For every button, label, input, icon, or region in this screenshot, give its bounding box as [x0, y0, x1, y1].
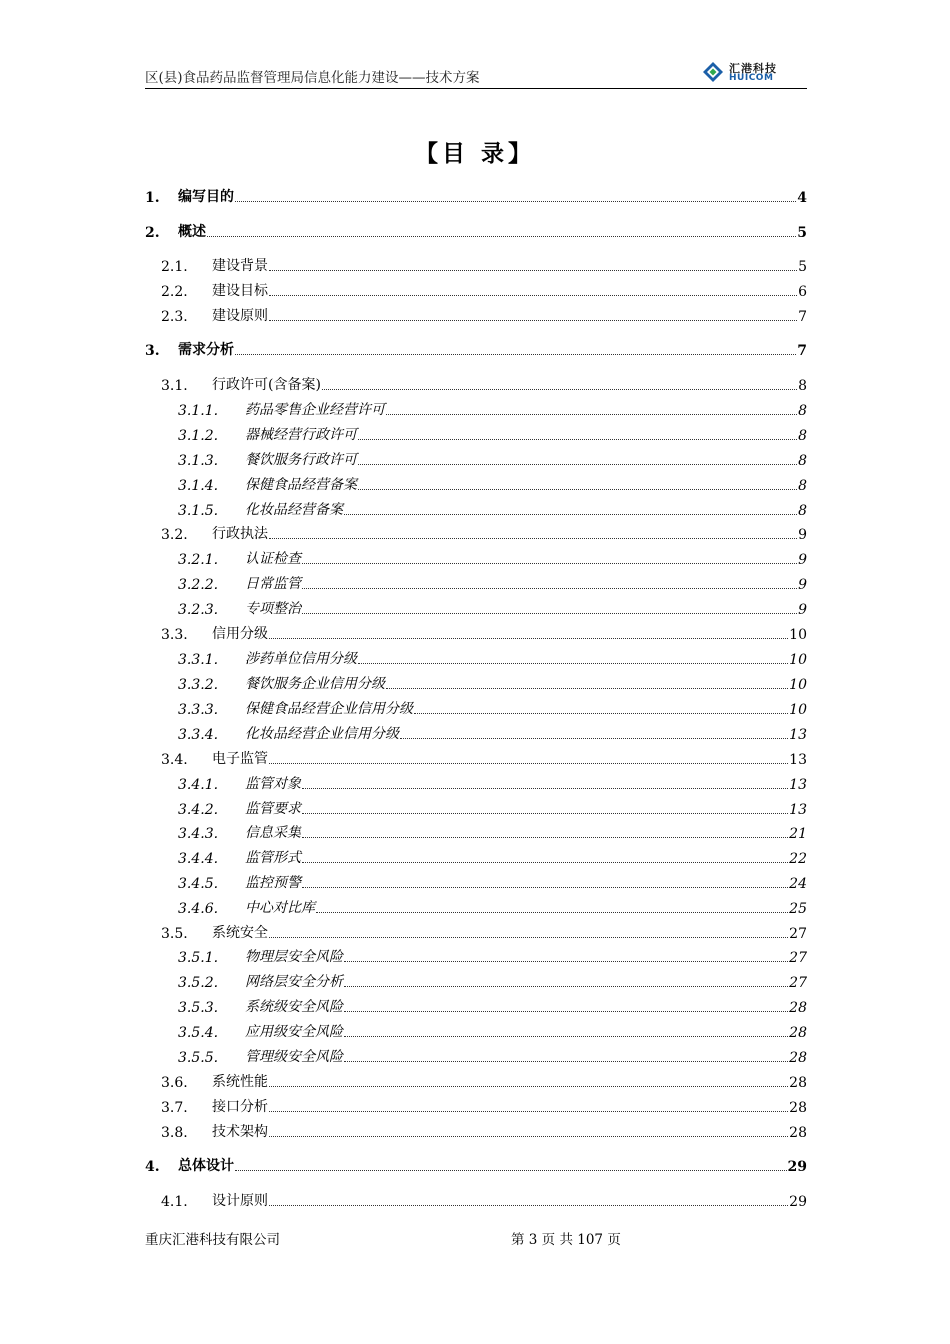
toc-leader-dots	[344, 960, 788, 962]
toc-entry[interactable]	[0, 1153, 807, 1175]
toc-leader-dots	[302, 836, 788, 838]
toc-leader-dots	[269, 936, 788, 938]
toc-entry-page: 25	[789, 901, 807, 917]
toc-entry-label: 器械经营行政许可	[245, 427, 357, 443]
toc-entry-number: 3.3.4.	[178, 727, 219, 743]
toc-entry-number: 3.6.	[161, 1075, 188, 1091]
toc-entry-number: 3.4.1.	[178, 777, 219, 793]
toc-entry-page: 8	[798, 403, 807, 419]
toc-leader-dots	[207, 235, 796, 237]
toc-entry[interactable]	[0, 1119, 807, 1141]
toc-entry-number: 2.	[145, 225, 160, 241]
toc-entry-number: 3.7.	[161, 1100, 188, 1116]
toc-entry-page: 24	[789, 876, 807, 892]
toc-entry-number: 3.3.	[161, 627, 188, 643]
toc-leader-dots	[269, 1085, 788, 1087]
toc-entry-label: 总体设计	[178, 1158, 234, 1174]
toc-entry-label: 日常监管	[245, 576, 301, 592]
toc-entry-page: 27	[789, 975, 807, 991]
toc-entry-label: 建设目标	[212, 283, 268, 299]
toc-entry-page: 28	[789, 1000, 807, 1016]
toc-entry-page: 8	[798, 378, 807, 394]
toc-entry-label: 监管对象	[245, 776, 301, 792]
toc-leader-dots	[358, 463, 797, 465]
toc-entry-page: 8	[798, 428, 807, 444]
toc-entry-label: 电子监管	[212, 751, 268, 767]
toc-leader-dots	[235, 200, 796, 202]
toc-entry-page: 27	[789, 926, 807, 942]
toc-entry-number: 2.2.	[161, 284, 188, 300]
toc-entry[interactable]	[0, 870, 807, 892]
toc-entry[interactable]	[0, 571, 807, 593]
toc-entry-page: 13	[789, 727, 807, 743]
toc-entry-label: 系统性能	[212, 1074, 268, 1090]
toc-entry-label: 保健食品经营企业信用分级	[245, 701, 413, 717]
toc-leader-dots	[358, 488, 797, 490]
toc-entry[interactable]	[0, 422, 807, 444]
toc-entry-label: 建设原则	[212, 308, 268, 324]
toc-entry-number: 3.1.5.	[178, 503, 219, 519]
toc-entry-label: 行政执法	[212, 526, 268, 542]
toc-entry-number: 3.1.	[161, 378, 188, 394]
logo-text-en: HUICOM	[729, 73, 774, 83]
toc-entry-label: 信用分级	[212, 626, 268, 642]
toc-entry-page: 10	[789, 627, 807, 643]
toc-entry-label: 保健食品经营备案	[245, 477, 357, 493]
toc-entry-label: 专项整治	[245, 601, 301, 617]
toc-entry-label: 系统级安全风险	[245, 999, 343, 1015]
toc-entry-number: 3.4.	[161, 752, 188, 768]
toc-entry-number: 3.8.	[161, 1125, 188, 1141]
toc-entry-page: 10	[789, 677, 807, 693]
toc-entry-page: 10	[789, 702, 807, 718]
toc-entry[interactable]	[0, 969, 807, 991]
toc-entry[interactable]	[0, 1188, 807, 1210]
toc-entry-number: 2.1.	[161, 259, 188, 275]
toc-entry-number: 3.4.5.	[178, 876, 219, 892]
toc-entry-label: 行政许可(含备案)	[212, 377, 321, 393]
toc-entry-number: 3.2.1.	[178, 552, 219, 568]
toc-leader-dots	[269, 319, 797, 321]
toc-entry[interactable]	[0, 796, 807, 818]
toc-entry-label: 信息采集	[245, 825, 301, 841]
toc-entry-page: 28	[789, 1050, 807, 1066]
toc-entry-page: 8	[798, 503, 807, 519]
toc-entry-page: 28	[789, 1025, 807, 1041]
toc-entry[interactable]	[0, 646, 807, 668]
toc-entry-number: 3.	[145, 343, 160, 359]
toc-entry-number: 3.2.2.	[178, 577, 219, 593]
toc-entry[interactable]	[0, 447, 807, 469]
toc-entry-page: 13	[789, 752, 807, 768]
toc-entry-label: 认证检查	[245, 551, 301, 567]
toc-entry-label: 涉药单位信用分级	[245, 651, 357, 667]
toc-entry-number: 3.5.2.	[178, 975, 219, 991]
toc-leader-dots	[269, 637, 788, 639]
toc-entry-page: 9	[798, 527, 807, 543]
toc-entry[interactable]	[0, 596, 807, 618]
toc-entry-page: 13	[789, 777, 807, 793]
toc-entry[interactable]	[0, 1044, 807, 1066]
document-title: 区(县)食品药品监督管理局信息化能力建设——技术方案	[145, 70, 480, 86]
toc-entry-page: 7	[798, 309, 807, 325]
toc-entry-label: 药品零售企业经营许可	[245, 402, 385, 418]
toc-entry[interactable]	[0, 746, 807, 768]
toc-entry-number: 4.1.	[161, 1194, 188, 1210]
toc-entry[interactable]	[0, 219, 807, 241]
toc-entry-page: 8	[798, 453, 807, 469]
toc-entry-label: 化妆品经营备案	[245, 502, 343, 518]
toc-leader-dots	[302, 587, 797, 589]
toc-entry[interactable]	[0, 1094, 807, 1116]
toc-entry[interactable]	[0, 397, 807, 419]
toc-entry[interactable]	[0, 253, 807, 275]
toc-entry[interactable]	[0, 696, 807, 718]
toc-leader-dots	[269, 1135, 788, 1137]
toc-entry-page: 28	[789, 1075, 807, 1091]
toc-entry-page: 29	[789, 1194, 807, 1210]
toc-entry[interactable]	[0, 1019, 807, 1041]
toc-entry-label: 接口分析	[212, 1099, 268, 1115]
logo-text-cn: 汇港科技	[729, 62, 777, 75]
toc-entry-number: 3.2.	[161, 527, 188, 543]
toc-entry-number: 3.5.	[161, 926, 188, 942]
toc-entry-label: 监管形式	[245, 850, 301, 866]
toc-entry-page: 29	[787, 1159, 807, 1175]
toc-entry[interactable]	[0, 721, 807, 743]
toc-entry[interactable]	[0, 278, 807, 300]
toc-entry[interactable]	[0, 1069, 807, 1091]
toc-entry[interactable]	[0, 546, 807, 568]
toc-entry-label: 网络层安全分析	[245, 974, 343, 990]
toc-entry-page: 5	[798, 259, 807, 275]
toc-leader-dots	[344, 1010, 788, 1012]
toc-entry-page: 22	[789, 851, 807, 867]
toc-leader-dots	[269, 1110, 788, 1112]
toc-entry-number: 3.5.3.	[178, 1000, 219, 1016]
toc-entry[interactable]	[0, 845, 807, 867]
toc-entry-label: 物理层安全风险	[245, 949, 343, 965]
toc-entry-number: 3.3.3.	[178, 702, 219, 718]
toc-entry-number: 3.1.1.	[178, 403, 219, 419]
toc-entry[interactable]	[0, 820, 807, 842]
toc-leader-dots	[358, 662, 788, 664]
toc-entry-label: 系统安全	[212, 925, 268, 941]
toc-entry-label: 管理级安全风险	[245, 1049, 343, 1065]
toc-entry-label: 设计原则	[212, 1193, 268, 1209]
toc-entry[interactable]	[0, 671, 807, 693]
toc-entry-number: 3.4.2.	[178, 802, 219, 818]
toc-entry-number: 3.1.4.	[178, 478, 219, 494]
toc-leader-dots	[269, 537, 797, 539]
toc-entry-number: 3.5.1.	[178, 950, 219, 966]
toc-entry-page: 9	[798, 552, 807, 568]
toc-entry-number: 3.2.3.	[178, 602, 219, 618]
toc-entry[interactable]	[0, 521, 807, 543]
toc-entry[interactable]	[0, 944, 807, 966]
toc-entry-page: 21	[789, 826, 807, 842]
footer-page-info: 第 3 页 共 107 页	[511, 1232, 621, 1248]
toc-entry[interactable]	[0, 372, 807, 394]
toc-entry-page: 7	[797, 343, 807, 359]
toc-entry-page: 9	[798, 602, 807, 618]
toc-leader-dots	[316, 911, 788, 913]
toc-entry-page: 4	[797, 190, 807, 206]
toc-entry[interactable]	[0, 497, 807, 519]
toc-entry-label: 餐饮服务行政许可	[245, 452, 357, 468]
footer-company: 重庆汇港科技有限公司	[145, 1232, 280, 1248]
toc-leader-dots	[302, 562, 797, 564]
toc-entry-label: 概述	[178, 224, 206, 240]
toc-entry[interactable]	[0, 895, 807, 917]
toc-entry-page: 10	[789, 652, 807, 668]
page-header	[145, 58, 807, 89]
toc-entry[interactable]	[0, 920, 807, 942]
toc-entry-label: 中心对比库	[245, 900, 315, 916]
huicom-logo-icon	[701, 61, 725, 83]
toc-entry-number: 3.4.4.	[178, 851, 219, 867]
toc-entry-page: 8	[798, 478, 807, 494]
toc-entry-number: 1.	[145, 190, 160, 206]
toc-leader-dots	[344, 1060, 788, 1062]
toc-entry[interactable]	[0, 303, 807, 325]
toc-leader-dots	[358, 438, 797, 440]
toc-entry[interactable]	[0, 621, 807, 643]
toc-entry-number: 3.4.3.	[178, 826, 219, 842]
toc-leader-dots	[269, 294, 797, 296]
toc-leader-dots	[302, 787, 788, 789]
toc-entry-label: 编写目的	[178, 189, 234, 205]
toc-entry-page: 6	[798, 284, 807, 300]
toc-entry[interactable]	[0, 472, 807, 494]
toc-leader-dots	[269, 762, 788, 764]
toc-entry[interactable]	[0, 337, 807, 359]
toc-leader-dots	[269, 269, 797, 271]
toc-entry-number: 2.3.	[161, 309, 188, 325]
toc-entry-label: 需求分析	[178, 342, 234, 358]
toc-title: 【目 录】	[414, 140, 535, 167]
toc-leader-dots	[302, 861, 788, 863]
toc-leader-dots	[269, 1204, 788, 1206]
toc-entry-label: 应用级安全风险	[245, 1024, 343, 1040]
toc-leader-dots	[386, 687, 788, 689]
toc-leader-dots	[344, 513, 797, 515]
toc-entry-number: 3.1.2.	[178, 428, 219, 444]
toc-leader-dots	[235, 1169, 787, 1171]
company-logo	[701, 60, 791, 86]
toc-entry-number: 3.1.3.	[178, 453, 219, 469]
toc-entry-label: 建设背景	[212, 258, 268, 274]
toc-entry-page: 27	[789, 950, 807, 966]
toc-entry-number: 3.4.6.	[178, 901, 219, 917]
toc-entry-label: 餐饮服务企业信用分级	[245, 676, 385, 692]
toc-entry[interactable]	[0, 771, 807, 793]
toc-entry-page: 13	[789, 802, 807, 818]
toc-entry-number: 4.	[145, 1159, 160, 1175]
toc-entry[interactable]	[0, 994, 807, 1016]
toc-leader-dots	[302, 812, 788, 814]
toc-leader-dots	[302, 612, 797, 614]
toc-entry-label: 监管要求	[245, 801, 301, 817]
toc-entry-number: 3.3.2.	[178, 677, 219, 693]
toc-leader-dots	[235, 353, 796, 355]
toc-leader-dots	[344, 985, 788, 987]
toc-entry-label: 技术架构	[212, 1124, 268, 1140]
toc-leader-dots	[344, 1035, 788, 1037]
toc-entry-number: 3.5.5.	[178, 1050, 219, 1066]
toc-entry-label: 监控预警	[245, 875, 301, 891]
toc-entry-page: 5	[797, 225, 807, 241]
toc-entry-number: 3.5.4.	[178, 1025, 219, 1041]
toc-leader-dots	[302, 886, 788, 888]
toc-entry-page: 9	[798, 577, 807, 593]
toc-leader-dots	[322, 388, 797, 390]
toc-leader-dots	[400, 737, 788, 739]
toc-entry-label: 化妆品经营企业信用分级	[245, 726, 399, 742]
toc-entry-number: 3.3.1.	[178, 652, 219, 668]
toc-entry-page: 28	[789, 1100, 807, 1116]
toc-leader-dots	[386, 413, 797, 415]
toc-entry-page: 28	[789, 1125, 807, 1141]
toc-leader-dots	[414, 712, 788, 714]
toc-entry[interactable]	[0, 184, 807, 206]
